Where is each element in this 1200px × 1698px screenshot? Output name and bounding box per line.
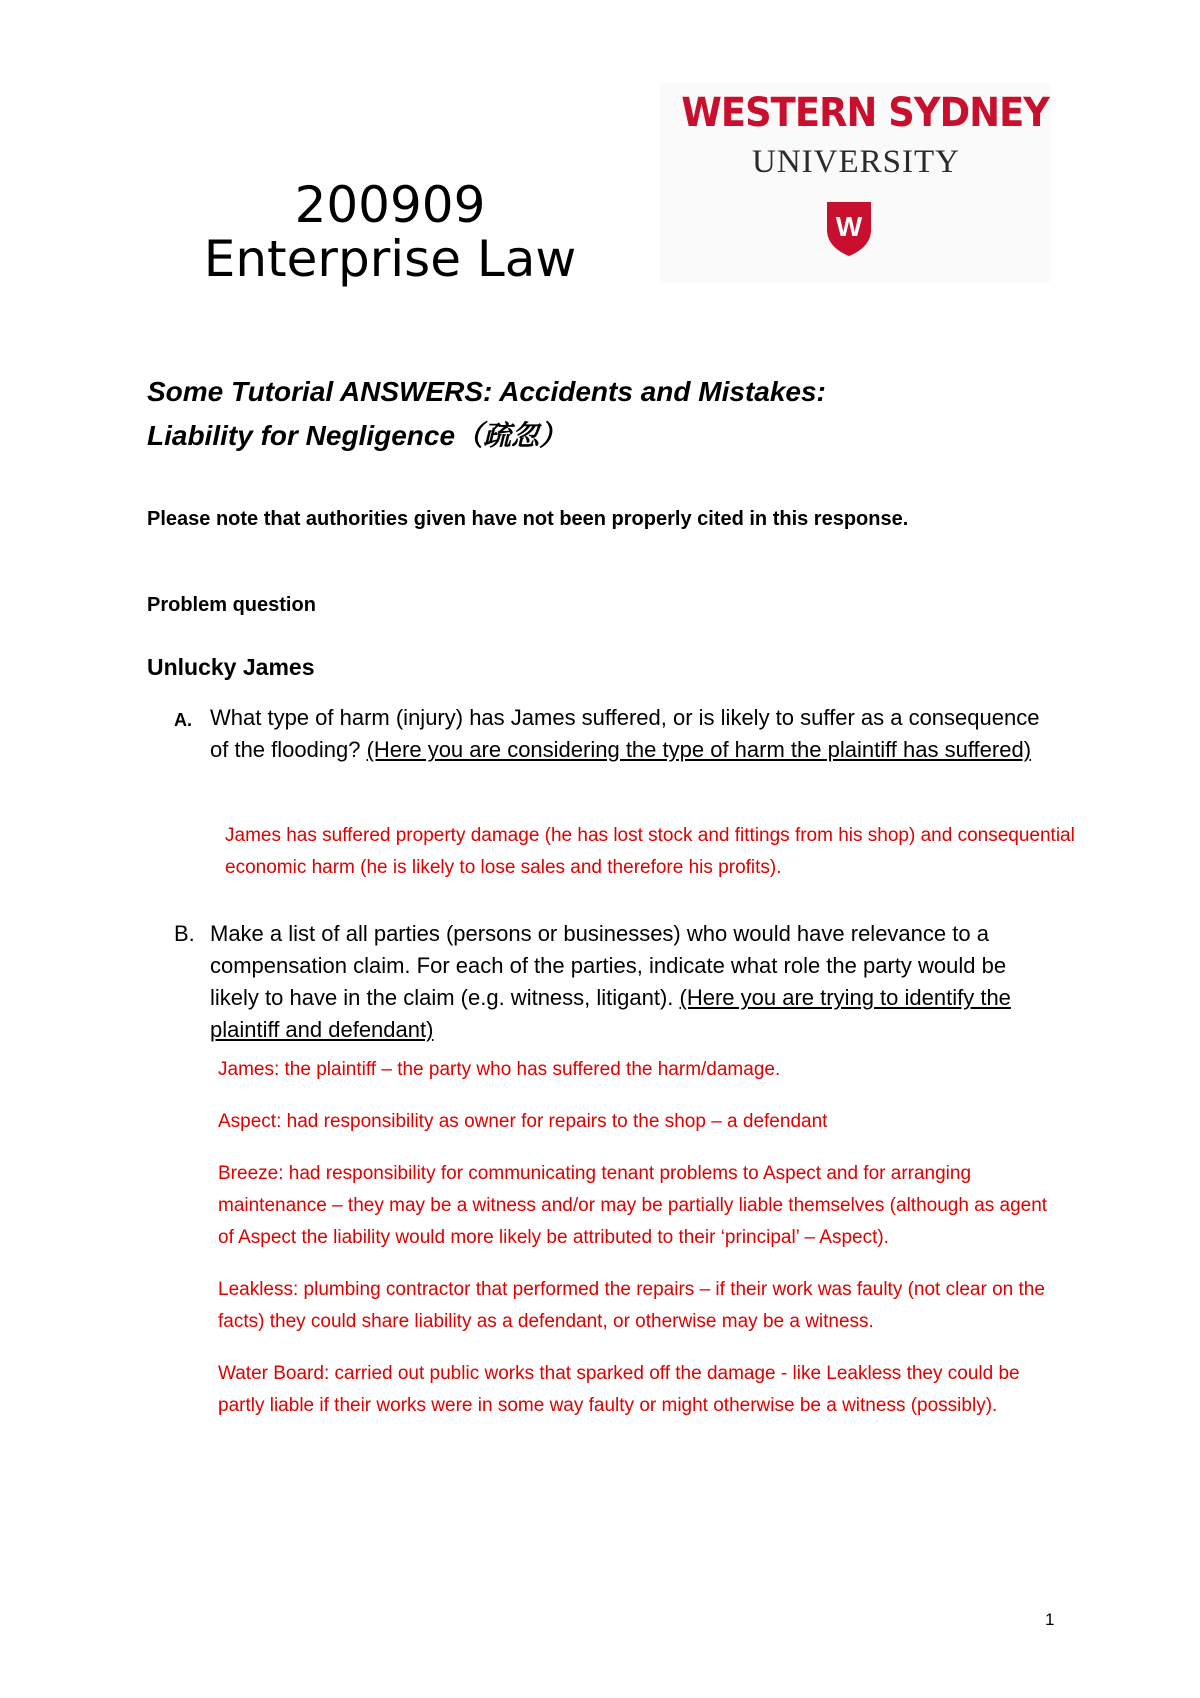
answer-paragraph: Water Board: carried out public works that sparked off the damage - like Leakless they could be partly liable if their works were in some way faulty or might otherwise be a witness (possibly). (218, 1363, 1020, 1416)
citation-note: Please note that authorities given have not been properly cited in this response. (147, 508, 909, 530)
answer-a (225, 820, 1075, 884)
course-title (150, 178, 630, 286)
course-name: Enterprise Law (203, 230, 577, 288)
answer-b-james (218, 1054, 1068, 1086)
problem-heading: Unlucky James (147, 654, 315, 680)
university-logo (660, 82, 1050, 282)
answer-paragraph: Aspect: had responsibility as owner for repairs to the shop – a defendant (218, 1111, 828, 1132)
shield-letter: W (835, 211, 863, 242)
question-text: What type of harm (injury) has James suffered, or is likely to suffer as a consequence of the flooding? (210, 705, 1040, 762)
question-text: Make a list of all parties (persons or businesses) who would have relevance to a compensation claim. For each of the parties, indicate what role the party would be likely to have in the claim (e.g. witness, litigant). (210, 921, 1007, 1010)
logo-wordmark-line1: WESTERN SYDNEY (681, 90, 1050, 136)
question-b (174, 918, 1060, 1046)
answer-paragraph: Breeze: had responsibility for communicating tenant problems to Aspect and for arranging maintenance – they may be a witness and/or may be partially liable themselves (although as agent of Aspect the liability would more likely be attributed to their ‘principal’ – Aspect). (218, 1163, 1048, 1248)
question-hint: (Here you are considering the type of harm the plaintiff has suffered) (366, 737, 1032, 762)
subtitle-line-1: Some Tutorial ANSWERS: Accidents and Mistakes: (147, 376, 826, 407)
answer-b-leakless (218, 1274, 1068, 1338)
logo-wordmark-line2: UNIVERSITY (752, 144, 960, 180)
section-heading: Problem question (147, 594, 316, 616)
answer-paragraph: Leakless: plumbing contractor that performed the repairs – if their work was faulty (not clear on the facts) they could share liability as a defendant, or otherwise may be a witness. (218, 1279, 1045, 1332)
shield-icon (825, 200, 873, 258)
question-hint: (Here you are trying to identify the plaintiff and defendant) (210, 985, 1011, 1042)
answer-b-water-board (218, 1358, 1068, 1422)
subtitle-line-2: Liability for Negligence（疏忽） (147, 420, 568, 451)
answer-paragraph: James: the plaintiff – the party who has suffered the harm/damage. (218, 1059, 781, 1080)
question-marker: A. (174, 710, 192, 730)
answer-b-breeze (218, 1158, 1068, 1254)
question-marker: B. (174, 921, 195, 946)
question-a (174, 702, 1060, 766)
answer-paragraph: James has suffered property damage (he has lost stock and fittings from his shop) and consequential economic harm (he is likely to lose sales and therefore his profits). (225, 825, 1075, 878)
document-subtitle (147, 370, 1047, 458)
course-code: 200909 (294, 176, 486, 234)
answer-b-aspect (218, 1106, 1068, 1138)
page-number: 1 (1045, 1610, 1055, 1629)
